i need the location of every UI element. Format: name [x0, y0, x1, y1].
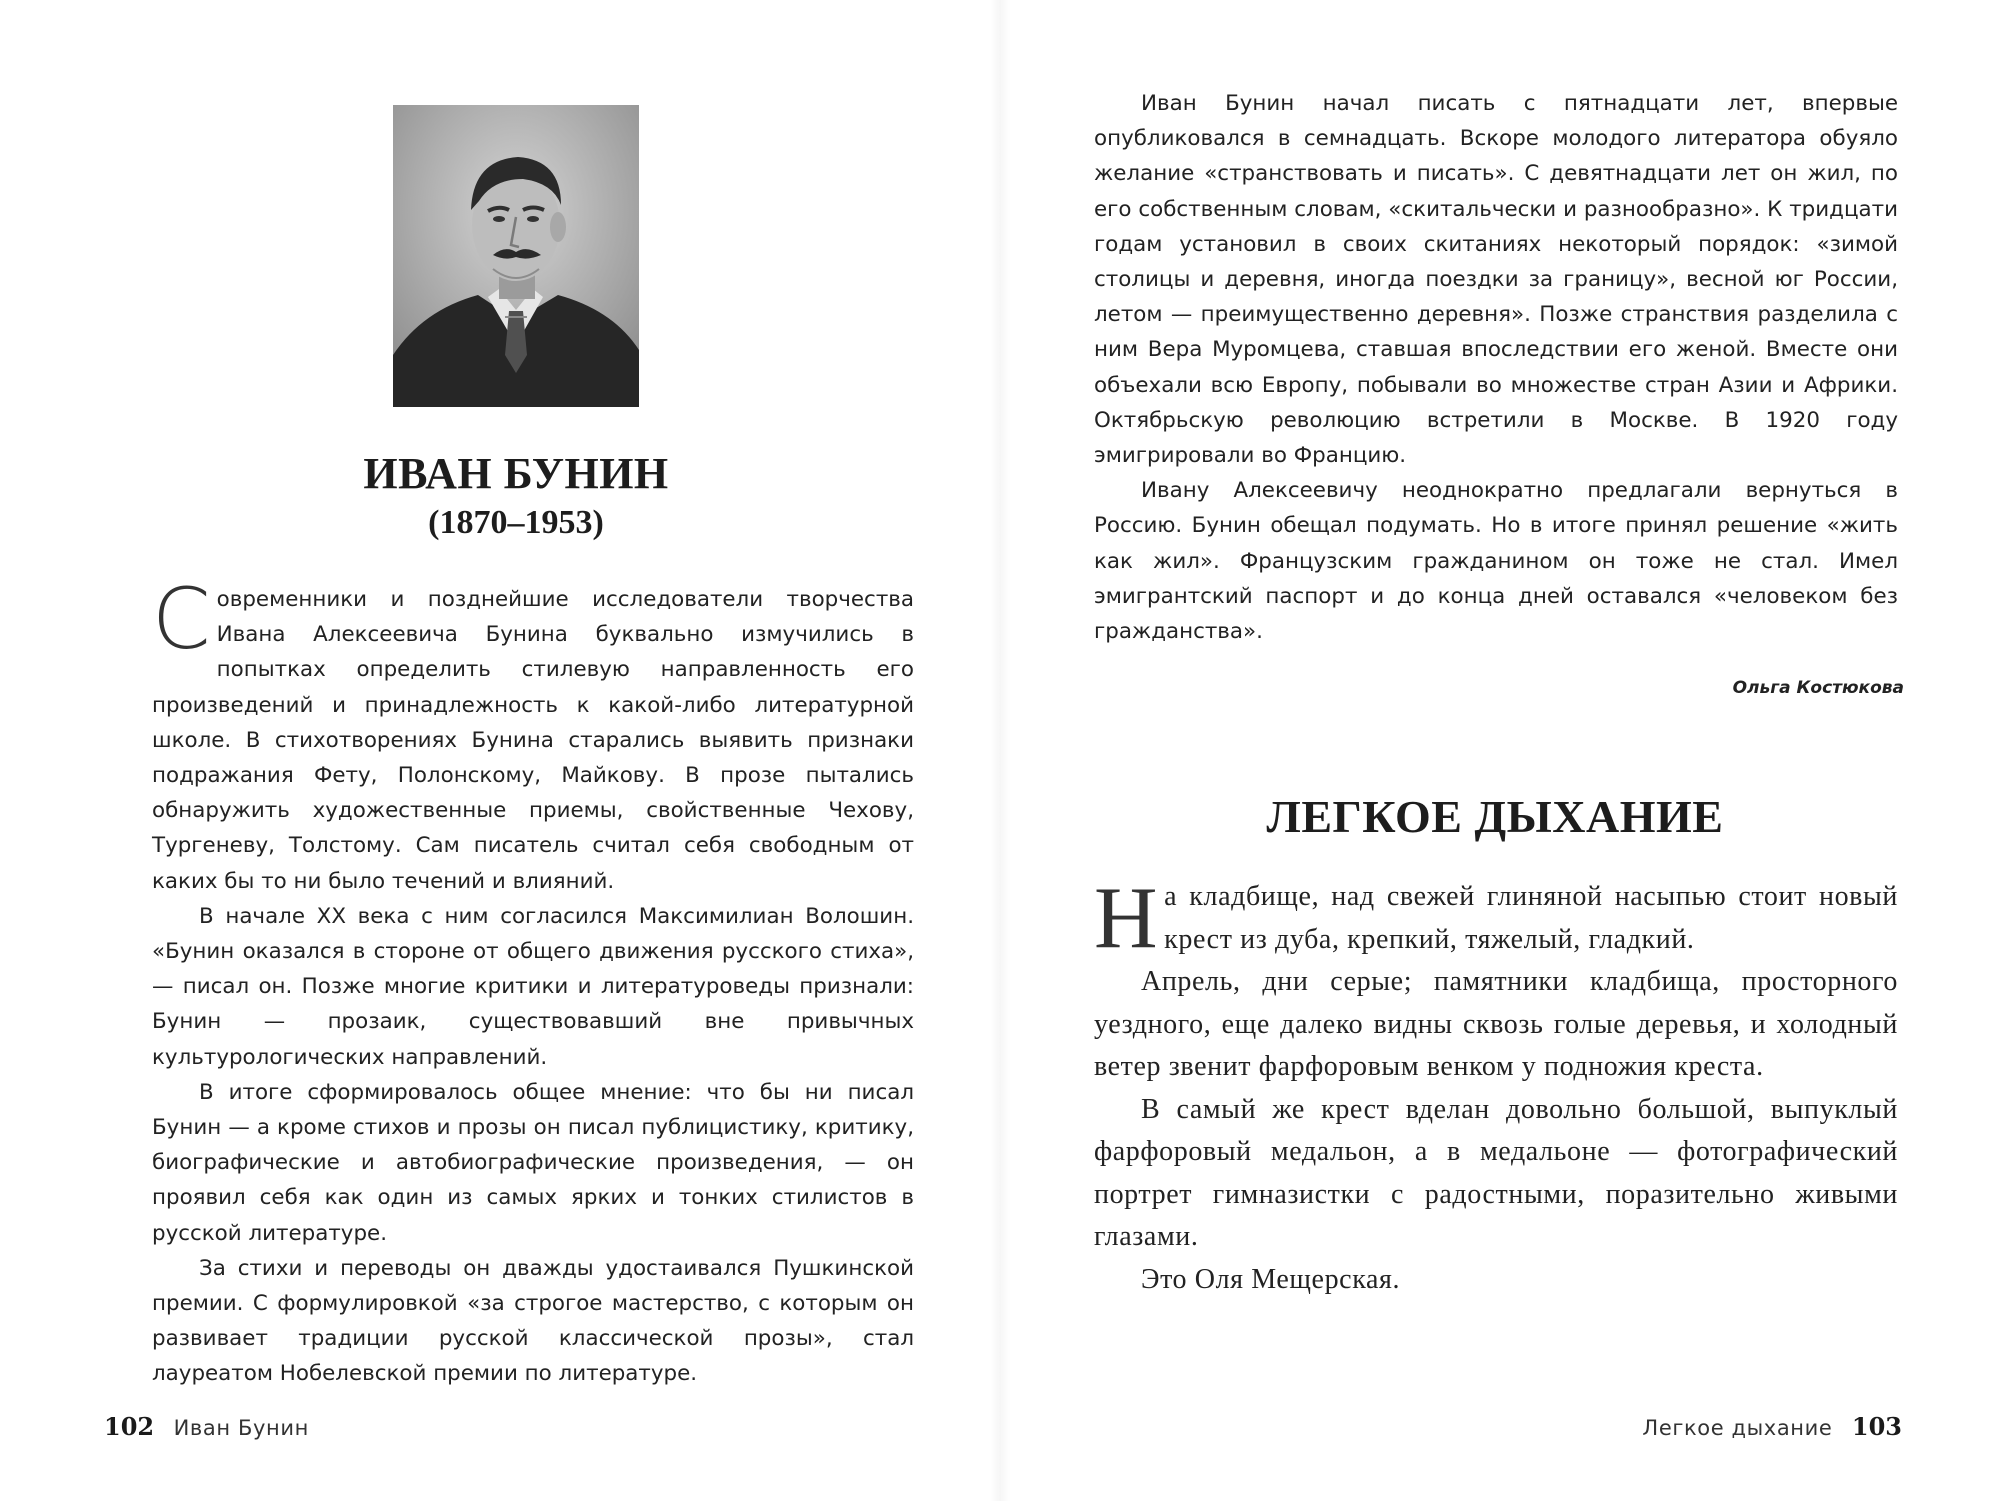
left-page-footer [104, 1412, 309, 1441]
author-name: ИВАН БУНИН [363, 449, 669, 498]
bio-paragraph: В итоге сформировалось общее мнение: что бы ни писал Бунин — а кроме стихов и прозы он писал публицистику, критику, биографические и автобиографические произведения, — он проявил себя как один из самых ярких и тонких стилистов в русской литературе. [152, 1079, 914, 1246]
author-portrait [393, 105, 639, 407]
bio-paragraph: За стихи и переводы он дважды удостаивался Пушкинской премии. С формулировкой «за строгое мастерство, с которым он развивает традиции русской классической прозы», стал лауреатом Нобелевской премии по литературе. [152, 1255, 914, 1387]
biography-continued [1094, 86, 1898, 649]
story-text [1094, 870, 1898, 1301]
story-paragraph: В самый же крест вделан довольно большой, выпуклый фарфоровый медальон, а в медальоне — фотографический портрет гимназистки с радостными, поразительно живыми глазами. [1094, 1093, 1898, 1252]
page-number: 103 [1851, 1412, 1902, 1441]
right-page-footer [1642, 1412, 1902, 1441]
bio-paragraph: В начале XX века с ним согласился Максимилиан Волошин. «Бунин оказался в стороне от общего движения русского стиха», — писал он. Позже многие критики и литературоведы признали: Бунин — прозаик, существовавший вне привычных культурологических направлений. [152, 903, 914, 1070]
bio-paragraph: Современники и позднейшие исследователи творчества Ивана Алексеевича Бунина буквально измучились в попытках определить стилевую направленность его произведений и принадлежность к какой-либо литературной школе. В стихотворениях Бунина старались выявить признаки подражания Фету, Полонскому, Майкову. В прозе пытались обнаружить художественные приемы, свойственные Чехову, Тургеневу, Толстому. Сам писатель считал себя свободным от каких бы то ни было течений и влияний. [152, 570, 914, 894]
author-biography [152, 570, 914, 1392]
running-head: Иван Бунин [173, 1416, 309, 1440]
story-paragraph: На кладбище, над свежей глиняной насыпью стоит новый крест из дуба, крепкий, тяжелый, гладкий. [1094, 870, 1898, 967]
story-paragraph: Апрель, дни серые; памятники кладбища, просторного уездного, еще далеко видны сквозь голые деревья, и холодный ветер звенит фарфоровым венком у подножия креста. [1094, 966, 1898, 1082]
story-title: ЛЕГКОЕ ДЫХАНИЕ [1266, 791, 1724, 842]
running-head: Легкое дыхание [1642, 1416, 1833, 1440]
page-number: 102 [104, 1412, 155, 1441]
drop-cap: С [152, 570, 211, 668]
article-author-signature: Ольга Костюкова [1732, 678, 1904, 698]
author-years: (1870–1953) [428, 504, 604, 541]
bio-paragraph: Ивану Алексеевичу неоднократно предлагали вернуться в Россию. Бунин обещал подумать. Но в итоге принял решение «жить как жил». Французским гражданином он тоже не стал. Имел эмигрантский паспорт и до конца дней оставался «человеком без гражданства». [1094, 478, 1898, 645]
right-page [1000, 0, 2000, 1501]
drop-cap: Н [1094, 870, 1159, 967]
story-paragraph: Это Оля Мещерская. [1141, 1263, 1401, 1295]
bio-paragraph: Иван Бунин начал писать с пятнадцати лет, впервые опубликовался в семнадцать. Вскоре молодого литератора обуяло желание «странствовать и писать». С девятнадцати лет он жил, по его собственным словам, «скитальчески и разнообразно». К тридцати годам установил в своих скитаниях некоторый порядок: «зимой столицы и деревня, иногда поездки за границу», весной юг России, летом — преимущественно деревня». Позже странствия разделила с ним Вера Муромцева, ставшая впоследствии его женой. Вместе они объехали всю Европу, побывали во множестве стран Азии и Африки. Октябрьскую революцию встретили в Москве. В 1920 году эмигрировали во Францию. [1094, 91, 1898, 469]
